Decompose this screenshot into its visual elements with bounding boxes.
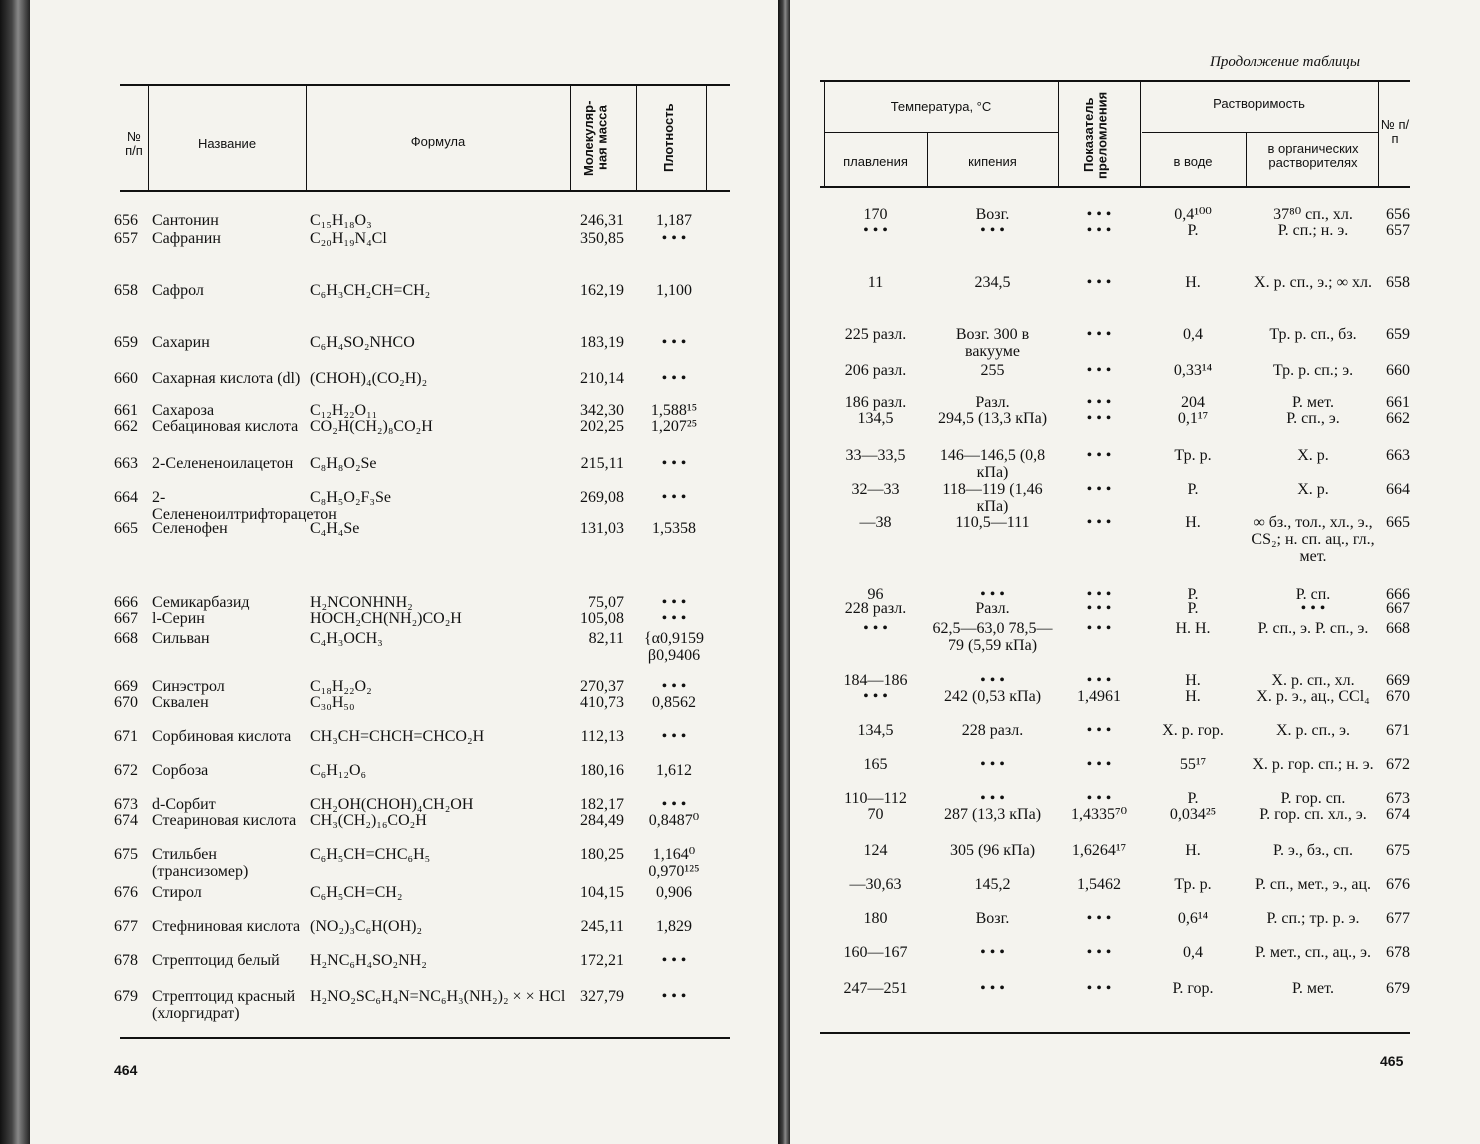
page-number: 464 — [114, 1062, 138, 1078]
row-number: 663 — [1386, 447, 1410, 464]
compound-formula: CH₃(CH₂)₁₆CO₂H — [310, 812, 427, 829]
compound-formula: C₆H₅CH=CH₂ — [310, 884, 403, 901]
compound-name: Стрептоцид красный (хлоргидрат) — [152, 988, 296, 1022]
header-refraction: Показатель преломления — [1081, 91, 1110, 179]
melting-point: 186 разл. — [844, 394, 907, 411]
density: • • • — [661, 594, 687, 611]
book-gutter — [778, 0, 790, 1144]
density: 1,164⁰ 0,970¹²⁵ — [648, 846, 700, 880]
row-number: 678 — [114, 952, 138, 969]
row-number: 663 — [114, 455, 138, 472]
compound-name: 2-Селененоилтрифторацетон — [152, 489, 337, 523]
water-solubility: 0,33¹⁴ — [1173, 362, 1213, 379]
density: 1,612 — [656, 762, 692, 779]
row-number: 659 — [1386, 326, 1410, 343]
molecular-mass: 82,11 — [588, 630, 624, 647]
row-number: 668 — [114, 630, 138, 647]
refractive-index: • • • — [1086, 362, 1112, 379]
compound-name: Синэстрол — [152, 678, 225, 695]
molecular-mass: 104,15 — [580, 884, 624, 901]
row-number: 677 — [114, 918, 138, 935]
refractive-index: • • • — [1086, 672, 1112, 689]
compound-formula: C₁₈H₂₂O₂ — [310, 678, 372, 695]
water-solubility: Р. — [1187, 790, 1199, 807]
boiling-point: 110,5—111 — [955, 514, 1030, 531]
molecular-mass: 202,25 — [580, 418, 624, 435]
header-bottom-rule — [820, 186, 1410, 188]
compound-name: Себациновая кислота — [152, 418, 299, 435]
compound-name: l-Серин — [152, 610, 205, 627]
header-organic: в органических растворителях — [1267, 141, 1359, 171]
melting-point: • • • — [863, 620, 888, 637]
bottom-rule — [820, 1032, 1410, 1034]
water-solubility: Н. — [1185, 672, 1201, 689]
compound-formula: C₆H₄SO₂NHCO — [310, 334, 415, 351]
density: 1,5358 — [652, 520, 696, 537]
refractive-index: • • • — [1086, 910, 1112, 927]
row-number: 657 — [1386, 222, 1410, 239]
compound-formula: C₆H₁₂O₆ — [310, 762, 367, 779]
refractive-index: • • • — [1086, 980, 1112, 997]
compound-name: Сантонин — [152, 212, 219, 229]
melting-point: 225 разл. — [844, 326, 907, 343]
row-number: 666 — [114, 594, 138, 611]
water-solubility: 0,4 — [1183, 326, 1203, 343]
refractive-index: 1,5462 — [1077, 876, 1121, 893]
refractive-index: • • • — [1086, 481, 1112, 498]
density: 1,207²⁵ — [650, 418, 698, 435]
melting-point: 184—186 — [843, 672, 908, 689]
row-number: 675 — [114, 846, 138, 863]
compound-formula: H₂NCONHNH₂ — [310, 594, 413, 611]
boiling-point: Разл. — [975, 600, 1010, 617]
compound-formula: C₂₀H₁₉N₄Cl — [310, 230, 387, 247]
density: • • • — [661, 988, 687, 1005]
boiling-point: • • • — [980, 944, 1005, 961]
melting-point: 180 — [863, 910, 888, 927]
row-number: 672 — [114, 762, 138, 779]
melting-point: 134,5 — [857, 722, 894, 739]
row-number: 669 — [114, 678, 138, 695]
boiling-point: 294,5 (13,3 кПа) — [937, 410, 1048, 427]
row-number: 664 — [114, 489, 138, 506]
row-number: 671 — [114, 728, 138, 745]
refractive-index: • • • — [1086, 600, 1112, 617]
boiling-point: 242 (0,53 кПа) — [943, 688, 1042, 705]
row-number: 670 — [114, 694, 138, 711]
density: • • • — [661, 455, 687, 472]
header-density: Плотность — [661, 103, 676, 173]
water-solubility: Н. — [1185, 274, 1201, 291]
molecular-mass: 215,11 — [580, 455, 624, 472]
row-number: 667 — [114, 610, 138, 627]
compound-formula: CH₃CH=CHCH=CHCO₂H — [310, 728, 485, 745]
organic-solubility: ∞ бз., тол., хл., э., CS₂; н. сп. ац., гл., мет. — [1251, 514, 1375, 565]
water-solubility: Р. — [1187, 222, 1199, 239]
water-solubility: 0,1¹⁷ — [1177, 410, 1209, 427]
melting-point: 160—167 — [843, 944, 908, 961]
density: • • • — [661, 334, 687, 351]
row-number: 679 — [1386, 980, 1410, 997]
row-number: 675 — [1386, 842, 1410, 859]
compound-formula: H₂NC₆H₄SO₂NH₂ — [310, 952, 427, 969]
organic-solubility: Р. мет. — [1292, 980, 1334, 997]
header-formula: Формула — [410, 134, 466, 149]
compound-name: Сквален — [152, 694, 209, 711]
boiling-point: 255 — [980, 362, 1005, 379]
refractive-index: • • • — [1086, 394, 1112, 411]
melting-point: 70 — [867, 806, 884, 823]
compound-name: Семикарбазид — [152, 594, 250, 611]
book-binding-left — [0, 0, 30, 1144]
boiling-point: Возг. — [975, 910, 1010, 927]
density: • • • — [661, 489, 687, 506]
compound-formula: C₆H₃CH₂CH=CH₂ — [310, 282, 431, 299]
organic-solubility: Р. сп. — [1295, 586, 1331, 603]
refractive-index: 1,4335⁷⁰ — [1071, 806, 1127, 823]
boiling-point: 146—146,5 (0,8 кПа) — [939, 447, 1046, 481]
compound-name: Сорбиновая кислота — [152, 728, 292, 745]
boiling-point: Разл. — [975, 394, 1010, 411]
row-number: 661 — [114, 402, 138, 419]
density: • • • — [661, 796, 687, 813]
header-temperature: Температура, °С — [890, 99, 992, 114]
row-number: 672 — [1386, 756, 1410, 773]
molecular-mass: 182,17 — [580, 796, 624, 813]
water-solubility: Н. — [1185, 842, 1201, 859]
water-solubility: Н. Н. — [1175, 620, 1211, 637]
compound-name: Стирол — [152, 884, 202, 901]
top-rule — [820, 80, 1410, 82]
row-number: 667 — [1386, 600, 1410, 617]
organic-solubility: Тр. р. сп.; э. — [1272, 362, 1354, 379]
refractive-index: • • • — [1086, 514, 1112, 531]
molecular-mass: 269,08 — [580, 489, 624, 506]
compound-formula: C₈H₅O₂F₃Se — [310, 489, 391, 506]
boiling-point: 118—119 (1,46 кПа) — [942, 481, 1043, 515]
density: 0,8487⁰ — [648, 812, 700, 829]
water-solubility: Н. — [1185, 514, 1201, 531]
header-num: № п/п — [125, 129, 143, 159]
row-number: 661 — [1386, 394, 1410, 411]
refractive-index: • • • — [1086, 274, 1112, 291]
organic-solubility: Р. сп., мет., э., ац. — [1254, 876, 1372, 893]
water-solubility: Р. гор. — [1172, 980, 1214, 997]
refractive-index: • • • — [1086, 447, 1112, 464]
melting-point: 33—33,5 — [845, 447, 906, 464]
organic-solubility: Р. э., бз., сп. — [1273, 842, 1353, 859]
compound-name: Сафранин — [152, 230, 221, 247]
melting-point: 165 — [863, 756, 888, 773]
refractive-index: • • • — [1086, 944, 1112, 961]
refractive-index: • • • — [1086, 326, 1112, 343]
row-number: 676 — [114, 884, 138, 901]
boiling-point: 287 (13,3 кПа) — [943, 806, 1042, 823]
melting-point: 206 разл. — [844, 362, 907, 379]
melting-point: 124 — [863, 842, 888, 859]
compound-formula: (CHOH)₄(CO₂H)₂ — [310, 370, 428, 387]
organic-solubility: Х. р. гор. сп.; н. э. — [1252, 756, 1374, 773]
row-number: 662 — [114, 418, 138, 435]
water-solubility: 0,4¹⁰⁰ — [1174, 206, 1212, 223]
refractive-index: 1,6264¹⁷ — [1071, 842, 1127, 859]
compound-name: Сахароза — [152, 402, 215, 419]
molecular-mass: 270,37 — [580, 678, 624, 695]
row-number: 677 — [1386, 910, 1410, 927]
organic-solubility: Р. мет. — [1292, 394, 1334, 411]
row-number: 657 — [114, 230, 138, 247]
boiling-point: 305 (96 кПа) — [949, 842, 1036, 859]
melting-point: 247—251 — [843, 980, 908, 997]
water-solubility: Тр. р. — [1174, 876, 1212, 893]
row-number: 660 — [1386, 362, 1410, 379]
row-number: 678 — [1386, 944, 1410, 961]
density: • • • — [661, 610, 687, 627]
organic-solubility: Р. мет., сп., ац., э. — [1254, 944, 1372, 961]
header-solubility: Растворимость — [1213, 96, 1305, 111]
refractive-index: • • • — [1086, 206, 1112, 223]
row-number: 673 — [1386, 790, 1410, 807]
molecular-mass: 180,25 — [580, 846, 624, 863]
row-number: 659 — [114, 334, 138, 351]
compound-name: Сильван — [152, 630, 210, 647]
water-solubility: 55¹⁷ — [1179, 756, 1207, 773]
compound-name: Стеариновая кислота — [152, 812, 297, 829]
boiling-point: 62,5—63,0 78,5—79 (5,59 кПа) — [932, 620, 1053, 654]
molecular-mass: 350,85 — [580, 230, 624, 247]
row-number: 670 — [1386, 688, 1410, 705]
row-number: 676 — [1386, 876, 1410, 893]
organic-solubility: Р. сп., э. — [1286, 410, 1340, 427]
row-number: 665 — [114, 520, 138, 537]
compound-formula: CO₂H(CH₂)₈CO₂H — [310, 418, 433, 435]
water-solubility: 204 — [1181, 394, 1205, 411]
header-name: Название — [197, 136, 257, 151]
melting-point: 32—33 — [851, 481, 900, 498]
left-page — [30, 0, 778, 1144]
refractive-index: • • • — [1086, 586, 1112, 603]
melting-point: • • • — [863, 688, 888, 705]
compound-name: Сахарная кислота (dl) — [152, 370, 301, 387]
refractive-index: • • • — [1086, 756, 1112, 773]
molecular-mass: 284,49 — [580, 812, 624, 829]
molecular-mass: 410,73 — [580, 694, 624, 711]
compound-name: Стефниновая кислота — [152, 918, 301, 935]
compound-name: 2-Селененоилацетон — [152, 455, 294, 472]
boiling-point: Возг. — [975, 206, 1010, 223]
density: 0,8562 — [652, 694, 696, 711]
row-number: 665 — [1386, 514, 1410, 531]
boiling-point: • • • — [980, 756, 1005, 773]
molecular-mass: 245,11 — [580, 918, 624, 935]
refractive-index: • • • — [1086, 722, 1112, 739]
compound-name: Сафрол — [152, 282, 204, 299]
row-number: 668 — [1386, 620, 1410, 637]
row-number: 666 — [1386, 586, 1410, 603]
density: 1,187 — [656, 212, 692, 229]
water-solubility: Р. — [1187, 481, 1199, 498]
refractive-index: • • • — [1086, 410, 1112, 427]
organic-solubility: Х. р. сп., э. — [1275, 722, 1351, 739]
molecular-mass: 180,16 — [580, 762, 624, 779]
water-solubility: Р. — [1187, 600, 1199, 617]
boiling-point: • • • — [980, 980, 1005, 997]
refractive-index: • • • — [1086, 790, 1112, 807]
row-number: 674 — [1386, 806, 1410, 823]
water-solubility: 0,6¹⁴ — [1177, 910, 1209, 927]
melting-point: • • • — [863, 222, 888, 239]
compound-formula: H₂NO₂SC₆H₄N=NC₆H₃(NH₂)₂ × × HCl — [310, 988, 566, 1005]
density: • • • — [661, 230, 687, 247]
compound-formula: C₆H₅CH=CHC₆H₅ — [310, 846, 431, 863]
molecular-mass: 246,31 — [580, 212, 624, 229]
compound-name: Стрептоцид белый — [152, 952, 280, 969]
organic-solubility: Р. сп.; тр. р. э. — [1266, 910, 1360, 927]
row-number: 658 — [114, 282, 138, 299]
organic-solubility: Х. р. сп., э.; ∞ хл. — [1254, 274, 1372, 291]
row-number: 671 — [1386, 722, 1410, 739]
density: • • • — [661, 728, 687, 745]
organic-solubility: Х. р. сп., хл. — [1271, 672, 1355, 689]
row-number: 660 — [114, 370, 138, 387]
row-number: 656 — [114, 212, 138, 229]
molecular-mass: 210,14 — [580, 370, 624, 387]
header-num: № п/п — [1380, 117, 1410, 147]
header-mass: Молекуляр-ная масса — [581, 100, 610, 176]
compound-formula: C₈H₈O₂Se — [310, 455, 377, 472]
bottom-rule — [120, 1037, 730, 1039]
molecular-mass: 162,19 — [580, 282, 624, 299]
boiling-point: 234,5 — [974, 274, 1011, 291]
row-number: 656 — [1386, 206, 1410, 223]
boiling-point: • • • — [980, 672, 1005, 689]
row-number: 673 — [114, 796, 138, 813]
header-boiling: кипения — [968, 154, 1017, 169]
compound-formula: C₁₂H₂₂O₁₁ — [310, 402, 378, 419]
organic-solubility: Х. р. — [1297, 447, 1329, 464]
organic-solubility: Р. гор. сп. хл., э. — [1259, 806, 1367, 823]
water-solubility: Р. — [1187, 586, 1199, 603]
density: • • • — [661, 678, 687, 695]
page-number: 465 — [1380, 1053, 1404, 1069]
boiling-point: • • • — [980, 790, 1005, 807]
molecular-mass: 75,07 — [588, 594, 624, 611]
header-bottom-rule — [120, 190, 730, 192]
boiling-point: 145,2 — [974, 876, 1011, 893]
molecular-mass: 327,79 — [580, 988, 624, 1005]
compound-name: Стильбен (трансизомер) — [152, 846, 249, 880]
row-number: 662 — [1386, 410, 1410, 427]
organic-solubility: 37⁸⁰ сп., хл. — [1273, 206, 1353, 223]
refractive-index: • • • — [1086, 222, 1112, 239]
organic-solubility: Р. гор. сп. — [1280, 790, 1346, 807]
molecular-mass: 105,08 — [580, 610, 624, 627]
refractive-index: • • • — [1086, 620, 1112, 637]
row-number: 674 — [114, 812, 138, 829]
density: 0,906 — [656, 884, 692, 901]
organic-solubility: Х. р. э., ац., CCl₄ — [1256, 688, 1370, 705]
top-rule — [120, 84, 730, 86]
continuation-label: Продолжение таблицы — [1210, 54, 1361, 70]
melting-point: —38 — [859, 514, 892, 531]
melting-point: 170 — [863, 206, 888, 223]
compound-formula: HOCH₂CH(NH₂)CO₂H — [310, 610, 462, 627]
compound-formula: C₄H₃OCH₃ — [310, 630, 383, 647]
boiling-point: • • • — [980, 586, 1005, 603]
compound-name: Сахарин — [152, 334, 210, 351]
organic-solubility: Р. сп., э. Р. сп., э. — [1257, 620, 1369, 637]
water-solubility: Х. р. гор. — [1162, 722, 1224, 739]
row-number: 669 — [1386, 672, 1410, 689]
compound-formula: (NO₂)₃C₆H(OH)₂ — [310, 918, 423, 935]
density: {α0,9159 β0,9406 — [643, 630, 705, 664]
molecular-mass: 112,13 — [580, 728, 624, 745]
organic-solubility: Р. сп.; н. э. — [1277, 222, 1349, 239]
water-solubility: Н. — [1185, 688, 1201, 705]
density: 1,588¹⁵ — [650, 402, 698, 419]
molecular-mass: 172,21 — [580, 952, 624, 969]
header-water: в воде — [1173, 154, 1213, 169]
molecular-mass: 183,19 — [580, 334, 624, 351]
boiling-point: 228 разл. — [961, 722, 1024, 739]
melting-point: 96 — [867, 586, 884, 603]
compound-formula: C₄H₄Se — [310, 520, 360, 537]
molecular-mass: 131,03 — [580, 520, 624, 537]
compound-formula: CH₂OH(CHOH)₄CH₂OH — [310, 796, 474, 813]
compound-name: d-Сорбит — [152, 796, 216, 813]
melting-point: 110—112 — [844, 790, 907, 807]
molecular-mass: 342,30 — [580, 402, 624, 419]
density: 1,829 — [656, 918, 692, 935]
compound-name: Селенофен — [152, 520, 228, 537]
refractive-index: 1,4961 — [1077, 688, 1121, 705]
water-solubility: 0,4 — [1183, 944, 1203, 961]
row-number: 679 — [114, 988, 138, 1005]
organic-solubility: Тр. р. сп., бз. — [1269, 326, 1357, 343]
organic-solubility: • • • — [1300, 600, 1326, 617]
melting-point: 134,5 — [857, 410, 894, 427]
row-number: 658 — [1386, 274, 1410, 291]
row-number: 664 — [1386, 481, 1410, 498]
density: • • • — [661, 952, 687, 969]
melting-point: —30,63 — [849, 876, 902, 893]
melting-point: 11 — [867, 274, 884, 291]
density: • • • — [661, 370, 687, 387]
water-solubility: Тр. р. — [1174, 447, 1212, 464]
boiling-point: • • • — [980, 222, 1005, 239]
compound-formula: C₃₀H₅₀ — [310, 694, 355, 711]
compound-formula: C₁₅H₁₈O₃ — [310, 212, 372, 229]
right-page — [790, 0, 1480, 1144]
density: 1,100 — [656, 282, 692, 299]
compound-name: Сорбоза — [152, 762, 209, 779]
water-solubility: 0,034²⁵ — [1169, 806, 1217, 823]
organic-solubility: Х. р. — [1297, 481, 1329, 498]
melting-point: 228 разл. — [844, 600, 907, 617]
boiling-point: Возг. 300 в вакууме — [955, 326, 1030, 360]
header-melting: плавления — [843, 154, 908, 169]
